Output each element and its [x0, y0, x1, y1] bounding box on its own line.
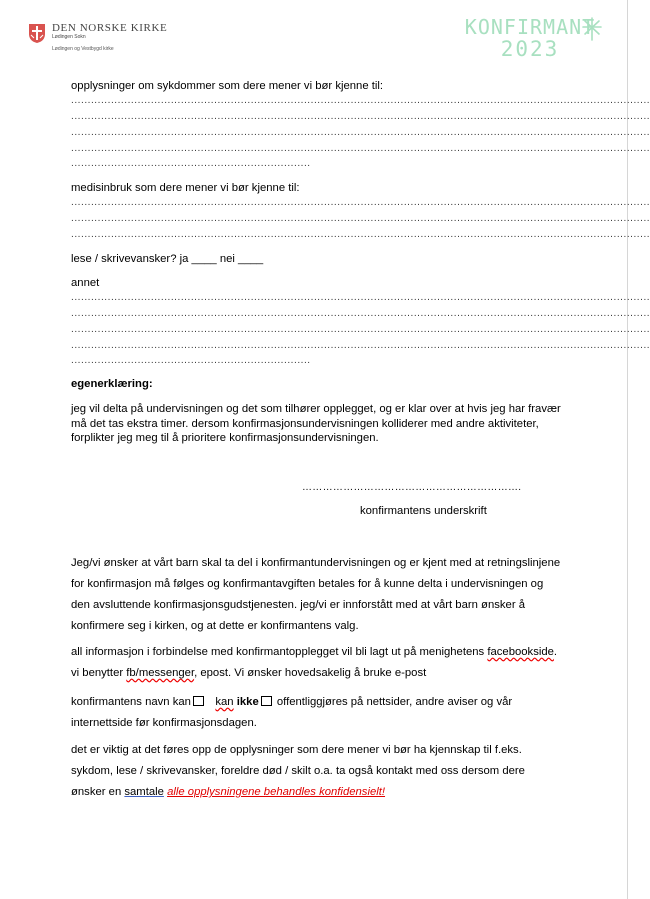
sparkle-star-icon	[582, 16, 602, 42]
medicine-label: medisinbruk som dere mener vi bør kjenne til:	[71, 182, 300, 194]
org-subtitle: Lødingen og Vestbygd kirke	[52, 46, 114, 52]
info-text-b: . vi benytter	[71, 646, 558, 679]
declaration-heading: egenerklæring:	[71, 378, 153, 390]
illness-dotline-5[interactable]: ........................................................................	[71, 158, 311, 169]
publish-text-b: offentliggjøres på nettsider, andre aviser og vår internettside før konfirmasjonsdagen.	[71, 696, 513, 729]
org-name: DEN NORSKE KIRKE	[52, 22, 168, 34]
medicine-dotline-2[interactable]: ..............................................................................................................................................................................	[71, 213, 650, 224]
church-cross-logo-icon	[28, 22, 46, 44]
illness-label: opplysninger om sykdommer som dere mener vi bør kjenne til:	[71, 80, 384, 92]
church-logo	[28, 22, 167, 53]
illness-dotline-2[interactable]: ..............................................................................................................................................................................	[71, 111, 650, 122]
info-text-c: , epost. Vi ønsker hovedsakelig å bruke e-post	[194, 667, 427, 679]
medicine-dotline-1[interactable]: ..............................................................................................................................................................................	[71, 197, 650, 208]
publish-consent-paragraph	[71, 692, 561, 734]
contact-text: det er viktig at det føres opp de opplysninger som dere mener vi bør ha kjennskap til f.eks. sykdom, lese / skrivevansker, foreldre død / skilt o.a. ta også kontakt med oss dersom dere ønsker en	[71, 744, 525, 798]
other-dotline-5[interactable]: ........................................................................	[71, 355, 311, 366]
ikke-word: ikke	[236, 696, 259, 708]
info-text-a: all informasjon i forbindelse med konfirmantopplegget vil bli lagt ut på menighetens	[71, 646, 485, 658]
illness-dotline-1[interactable]: ..............................................................................................................................................................................	[71, 95, 650, 106]
messenger-word: fb/messenger	[126, 667, 195, 679]
other-dotline-3[interactable]: ..............................................................................................................................................................................	[71, 324, 650, 335]
facebook-word: facebookside	[487, 646, 554, 658]
other-dotline-1[interactable]: ..............................................................................................................................................................................	[71, 292, 650, 303]
kan-word: kan	[215, 696, 234, 708]
samtale-word: samtale	[124, 786, 164, 798]
konf-title: KONFIRMANT	[464, 15, 596, 39]
contact-paragraph	[71, 740, 561, 803]
info-paragraph	[71, 642, 561, 684]
other-dotline-2[interactable]: ..............................................................................................................................................................................	[71, 308, 650, 319]
parents-consent-paragraph: Jeg/vi ønsker at vårt barn skal ta del i konfirmantundervisningen og er kjent med at retningslinjene for konfirmasjon må følges og konfirmantavgiften betales for å kunne delta i undervisningen og den avsluttende konfirmasjonsgudstjenesten. jeg/vi er innforstått med at vårt barn ønsker å konfirmere seg i kirken, og at dette er konfirmantens valg.	[71, 557, 561, 632]
illness-dotline-3[interactable]: ..............................................................................................................................................................................	[71, 127, 650, 138]
other-label: annet	[71, 277, 100, 289]
medicine-dotline-3[interactable]: ..............................................................................................................................................................................	[71, 229, 650, 240]
cannot-publish-checkbox[interactable]	[261, 696, 272, 706]
signature-line[interactable]: ……………………………………………………….	[302, 482, 522, 493]
can-publish-checkbox[interactable]	[193, 696, 204, 706]
dyslexia-question[interactable]: lese / skrivevansker? ja ____ nei ____	[71, 253, 264, 265]
illness-dotline-4[interactable]: ..............................................................................................................................................................................	[71, 143, 650, 154]
org-parish: Lødingen Sokn	[52, 34, 86, 40]
confidential-note: alle opplysningene behandles konfidensielt!	[167, 786, 386, 798]
other-dotline-4[interactable]: ..............................................................................................................................................................................	[71, 340, 650, 351]
konf-year: 2023	[500, 37, 560, 61]
signature-label: konfirmantens underskrift	[360, 505, 487, 517]
publish-text-a: konfirmantens navn kan	[71, 696, 191, 708]
declaration-text: jeg vil delta på undervisningen og det som tilhører opplegget, og er klar over at hvis jeg har fravær må det tas ekstra timer. dersom konfirmasjonsundervisningen kolliderer med andre aktiviteter, forplikter jeg meg til å prioritere konfirmasjonsundervisningen.	[71, 403, 561, 444]
